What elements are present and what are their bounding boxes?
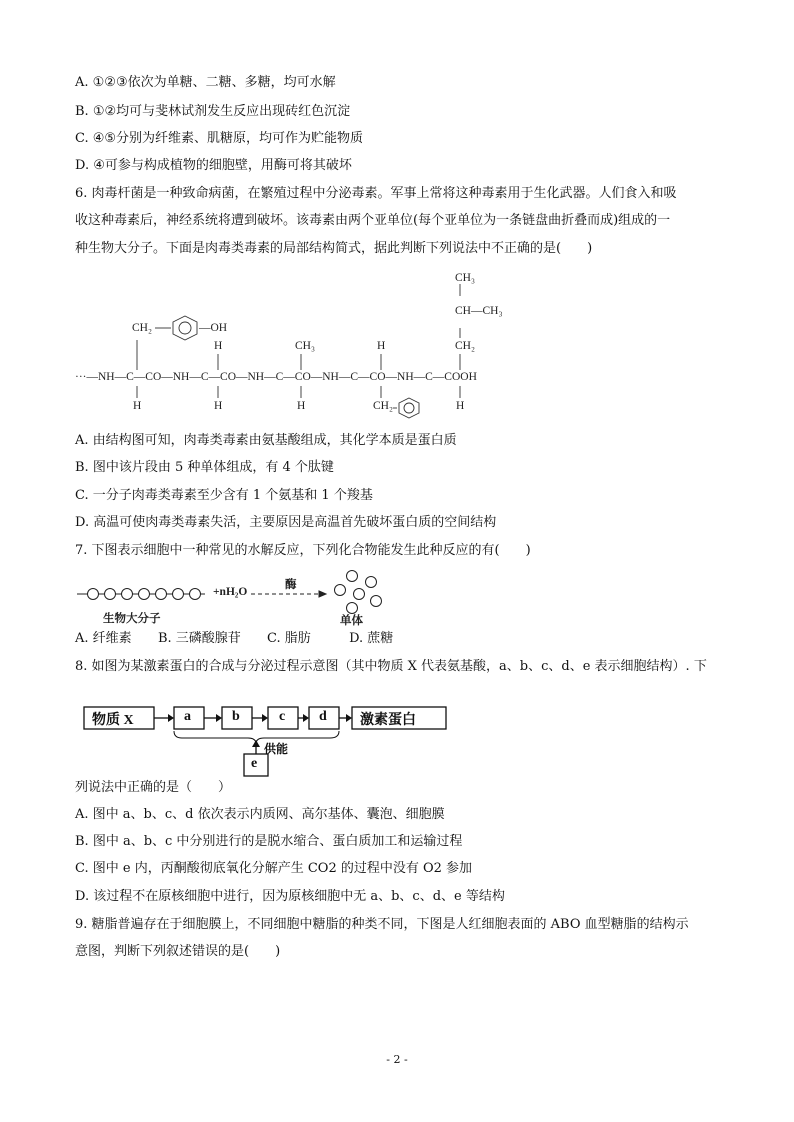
q8-option-d: D. 该过程不在原核细胞中进行，因为原核细胞中无 a、b、c、d、e 等结构 (75, 889, 505, 904)
structure-a-box: a (184, 709, 191, 724)
side-group-3: CH₃ (295, 340, 315, 352)
bottom-group-3: H (297, 400, 306, 412)
bottom-group-4: CH₂ (373, 400, 393, 412)
q8-option-b: B. 图中 a、b、c 中分别进行的是脱水缩合、蛋白质加工和运输过程 (75, 834, 463, 849)
q9-stem-line1: 9. 糖脂普遍存在于细胞膜上，不同细胞中糖脂的种类不同，下图是人红细胞表面的 ABO 血型糖脂的结构示 (75, 917, 689, 932)
q7-option-b: B. 三磷酸腺苷 (157, 631, 241, 646)
structure-e-box: e (251, 756, 258, 771)
macromolecule-label: 生物大分子 (103, 613, 161, 625)
q6-stem-line1: 6. 肉毒杆菌是一种致命病菌，在繁殖过程中分泌毒素。军事上常将这种毒素用于生化武器。人们食入和吸 (75, 186, 677, 201)
bottom-group-1: H (133, 400, 142, 412)
energy-supply-label: 供能 (264, 742, 289, 756)
protein-secretion-flow (82, 706, 452, 778)
monomer-label: 单体 (340, 615, 363, 627)
peptide-backbone: ···—NH—C—CO—NH—C—CO—NH—C—CO—NH—C—CO—NH—C—COOH (75, 371, 477, 383)
page-number: - 2 - (386, 1053, 408, 1066)
structure-d-box: d (319, 709, 327, 724)
structure-b-box: b (232, 709, 240, 724)
q6-option-b: B. 图中该片段由 5 种单体组成，有 4 个肽键 (75, 460, 334, 475)
q5-option-a: A. ①②③依次为单糖、二糖、多糖，均可水解 (75, 75, 336, 90)
q7-option-a: A. 纤维素 (75, 631, 132, 646)
q8-option-a: A. 图中 a、b、c、d 依次表示内质网、高尔基体、囊泡、细胞膜 (75, 807, 445, 822)
q7-options (75, 630, 393, 648)
q5-option-c: C. ④⑤分别为纤维素、肌糖原，均可作为贮能物质 (75, 131, 364, 146)
q7-option-c: C. 脂肪 (267, 631, 311, 646)
bottom-group-5: H (456, 400, 465, 412)
bottom-group-2: H (214, 400, 223, 412)
q7-option-d: D. 蔗糖 (349, 631, 394, 646)
phenol-oh: —OH (199, 322, 228, 334)
q7-stem: 7. 下图表示细胞中一种常见的水解反应，下列化合物能发生此种反应的有( ) (75, 543, 531, 558)
q5-option-b: B. ①②均可与斐林试剂发生反应出现砖红色沉淀 (75, 104, 351, 119)
structure-c-box: c (279, 709, 286, 724)
substance-x-box: 物质 X (92, 713, 134, 728)
hormone-protein-box: 激素蛋白 (360, 713, 416, 728)
q5-option-d: D. ④可参与构成植物的细胞壁，用酶可将其破坏 (75, 158, 352, 173)
water-reagent: +nH₂O (213, 586, 248, 598)
peptide-structure (75, 270, 535, 420)
side-group-4: H (377, 340, 386, 352)
q6-stem-line3: 种生物大分子。下面是肉毒类毒素的局部结构简式，据此判断下列说法中不正确的是( ) (75, 241, 593, 256)
q6-option-c: C. 一分子肉毒类毒素至少含有 1 个氨基和 1 个羧基 (75, 488, 373, 503)
side-group-1: CH₂ (132, 322, 152, 334)
side-group-2: H (214, 340, 223, 352)
enzyme-label: 酶 (285, 579, 297, 591)
q8-stem-line1: 8. 如图为某激素蛋白的合成与分泌过程示意图（其中物质 X 代表氨基酸，a、b、c、d、e 表示细胞结构）. 下 (75, 659, 707, 674)
isobutyl-ch: CH—CH₃ (455, 305, 503, 317)
q8-stem-line2: 列说法中正确的是（ ） (75, 780, 232, 795)
hydrolysis-diagram (75, 568, 395, 628)
q6-option-a: A. 由结构图可知，肉毒类毒素由氨基酸组成，其化学本质是蛋白质 (75, 433, 457, 448)
q6-option-d: D. 高温可使肉毒类毒素失活，主要原因是高温首先破坏蛋白质的空间结构 (75, 515, 497, 530)
q8-option-c: C. 图中 e 内，丙酮酸彻底氧化分解产生 CO2 的过程中没有 O2 参加 (75, 861, 473, 876)
q9-stem-line2: 意图，判断下列叙述错误的是( ) (75, 944, 281, 959)
q6-stem-line2: 收这种毒素后，神经系统将遭到破坏。该毒素由两个亚单位(每个亚单位为一条链盘曲折叠而成)组成的一 (75, 213, 671, 228)
side-group-5: CH₂ (455, 340, 475, 352)
isobutyl-ch3-top: CH₃ (455, 272, 475, 284)
